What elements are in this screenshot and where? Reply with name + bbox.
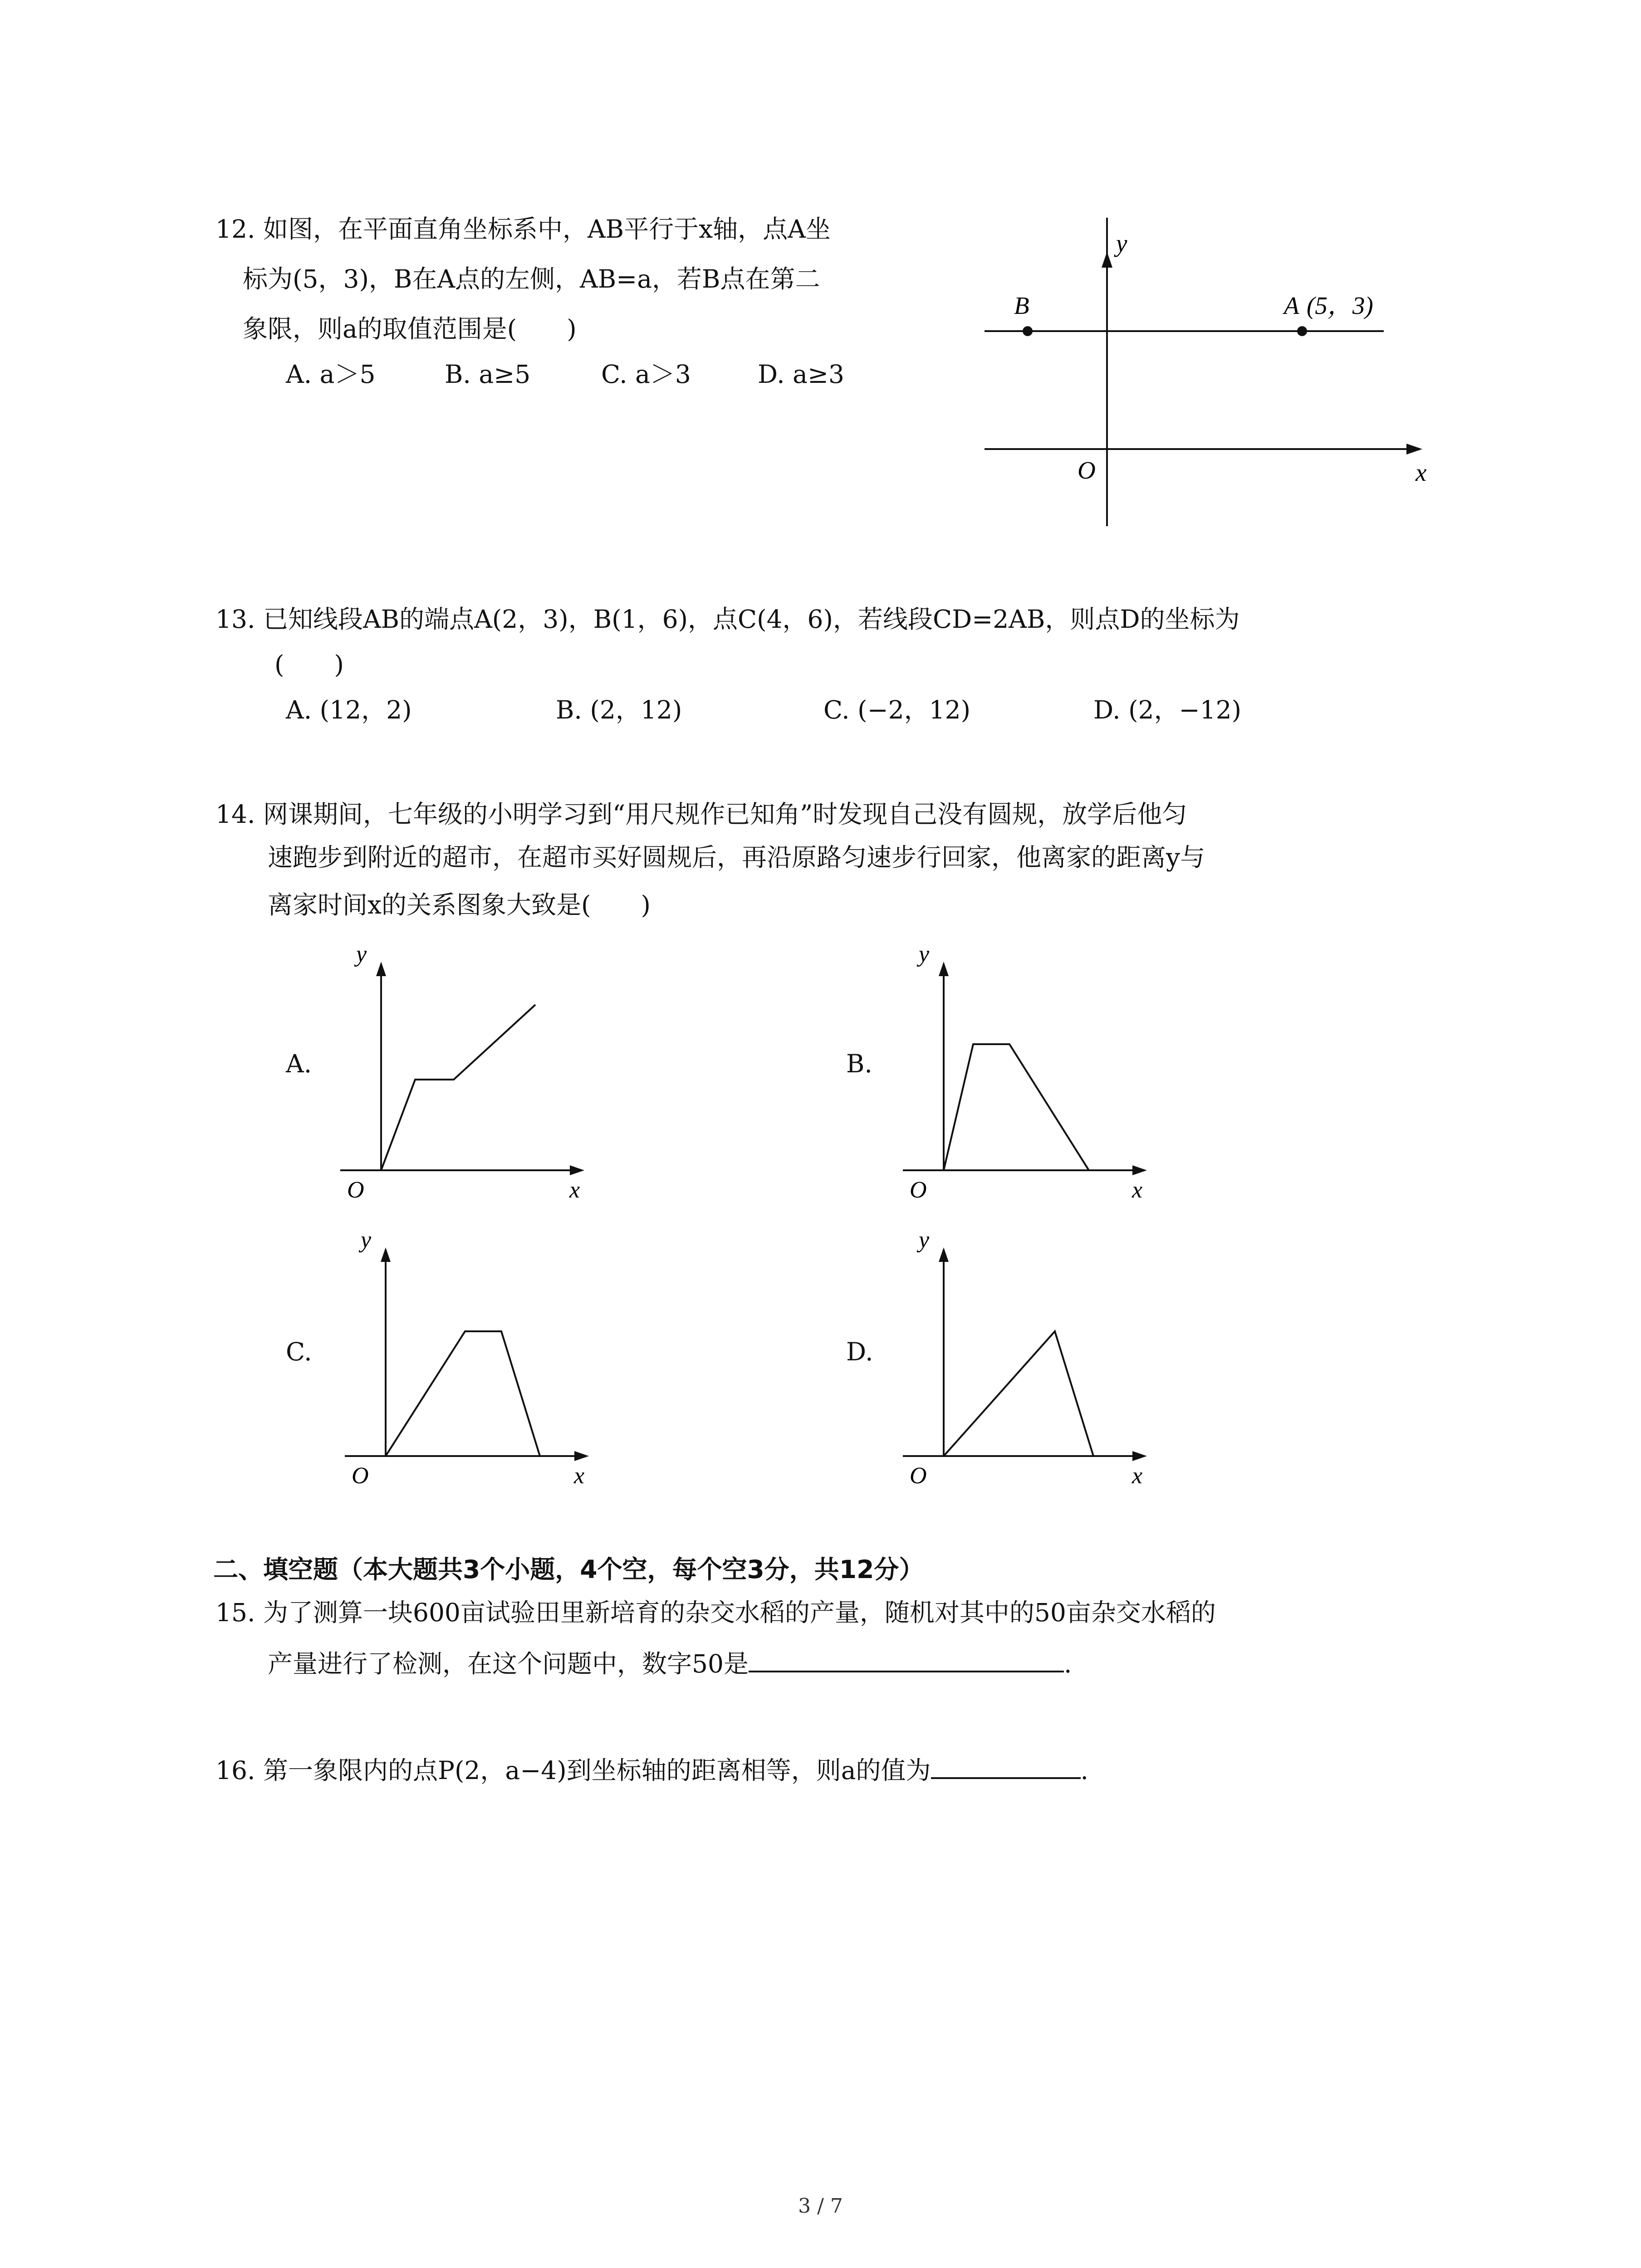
q14-graph-d-label[interactable]: D. — [846, 1337, 873, 1366]
q12-label-o: O — [1078, 456, 1096, 484]
q12-label-a: A — [1284, 292, 1299, 319]
q13-option-d[interactable]: D. (2，−12) — [1093, 695, 1242, 724]
q15-suffix: . — [1064, 1649, 1072, 1678]
q14-graph-d-x-label: x — [1132, 1463, 1143, 1489]
q14-graph-c-x-label: x — [574, 1463, 585, 1489]
q14-graph-b-y-arrow-icon — [939, 962, 949, 976]
q16-line-wrap — [216, 1751, 1088, 1789]
q12-option-a[interactable]: A. a＞5 — [286, 360, 376, 389]
q14-graph-a-x-label: x — [569, 1177, 580, 1203]
q12-label-b: B — [1014, 292, 1029, 319]
q14-graph-c — [340, 1227, 622, 1489]
q14-graph-b-x-label: x — [1132, 1177, 1143, 1203]
q14-line1: 14. 网课期间，七年级的小明学习到“用尺规作已知角”时发现自己没有圆规，放学后他匀 — [216, 800, 1187, 829]
q14-graph-a — [336, 941, 617, 1203]
q14-graph-d — [898, 1227, 1180, 1489]
q15-answer-blank[interactable] — [749, 1644, 1064, 1672]
q14-graph-d-origin: O — [910, 1463, 927, 1489]
q14-graph-a-y-arrow-icon — [376, 962, 386, 976]
q14-graph-c-label[interactable]: C. — [286, 1337, 312, 1366]
q13-line1: 13. 已知线段AB的端点A(2，3)，B(1，6)，点C(4，6)，若线段CD=2AB，则点D的坐标为 — [216, 605, 1240, 634]
q14-graph-d-y-label: y — [919, 1227, 930, 1253]
q14-graph-b-y-label: y — [919, 941, 930, 967]
q12-option-d[interactable]: D. a≥3 — [758, 360, 844, 389]
q12-point-b — [1023, 326, 1033, 336]
q15-line2-wrap — [268, 1644, 1072, 1682]
q14-graph-d-y-arrow-icon — [939, 1247, 949, 1262]
q12-point-a — [1297, 326, 1307, 336]
q14-graph-b — [898, 941, 1180, 1203]
q13-option-a[interactable]: A. (12，2) — [286, 695, 412, 724]
q12-y-arrow-icon — [1102, 252, 1112, 268]
section2-title: 二、填空题（本大题共3个小题，4个空，每个空3分，共12分） — [213, 1555, 924, 1584]
q12-line3: 象限，则a的取值范围是( ) — [243, 314, 577, 343]
q14-line3: 离家时间x的关系图象大致是( ) — [268, 890, 651, 919]
q12-label-y: y — [1116, 230, 1127, 257]
q16-answer-blank[interactable] — [931, 1751, 1081, 1779]
page-number: 3 / 7 — [798, 2195, 843, 2218]
q12-line2: 标为(5，3)，B在A点的左侧，AB=a，若B点在第二 — [243, 264, 820, 293]
q14-graph-b-label[interactable]: B. — [846, 1049, 872, 1078]
q12-line1: 12. 如图，在平面直角坐标系中，AB平行于x轴，点A坐 — [216, 215, 831, 244]
q14-graph-c-y-label: y — [361, 1227, 372, 1253]
q12-option-c[interactable]: C. a＞3 — [601, 360, 691, 389]
q14-graph-a-curve — [381, 1005, 535, 1170]
q16-line1: 16. 第一象限内的点P(2，a−4)到坐标轴的距离相等，则a的值为 — [216, 1756, 931, 1785]
q14-graph-c-y-arrow-icon — [381, 1247, 391, 1262]
q14-graph-a-label[interactable]: A. — [286, 1049, 312, 1078]
q12-label-x: x — [1416, 459, 1427, 486]
q12-coordinate-figure — [975, 218, 1429, 544]
q13-option-c[interactable]: C. (−2，12) — [823, 695, 971, 724]
q14-graph-c-curve — [386, 1331, 540, 1456]
q14-graph-d-curve — [944, 1331, 1093, 1456]
q12-label-a-coord: (5，3) — [1307, 292, 1373, 319]
q14-graph-a-x-arrow-icon — [570, 1165, 584, 1175]
q12-x-arrow-icon — [1406, 444, 1422, 455]
q14-graph-a-origin: O — [347, 1177, 364, 1203]
q13-line2: ( ) — [274, 650, 344, 679]
q14-graph-d-x-arrow-icon — [1132, 1451, 1147, 1461]
q16-suffix: . — [1080, 1756, 1089, 1785]
q13-option-b[interactable]: B. (2，12) — [556, 695, 682, 724]
q14-graph-b-curve — [944, 1044, 1089, 1170]
q14-line2: 速跑步到附近的超市，在超市买好圆规后，再沿原路匀速步行回家，他离家的距离y与 — [268, 843, 1205, 872]
q14-graph-c-x-arrow-icon — [574, 1451, 589, 1461]
q15-line2: 产量进行了检测，在这个问题中，数字50是 — [268, 1649, 749, 1678]
q14-graph-c-origin: O — [352, 1463, 369, 1489]
q15-line1: 15. 为了测算一块600亩试验田里新培育的杂交水稻的产量，随机对其中的50亩杂交水稻的 — [216, 1598, 1216, 1627]
q14-graph-b-origin: O — [910, 1177, 927, 1203]
q12-option-b[interactable]: B. a≥5 — [445, 360, 531, 389]
q14-graph-a-y-label: y — [356, 941, 367, 967]
q14-graph-b-x-arrow-icon — [1132, 1165, 1147, 1175]
